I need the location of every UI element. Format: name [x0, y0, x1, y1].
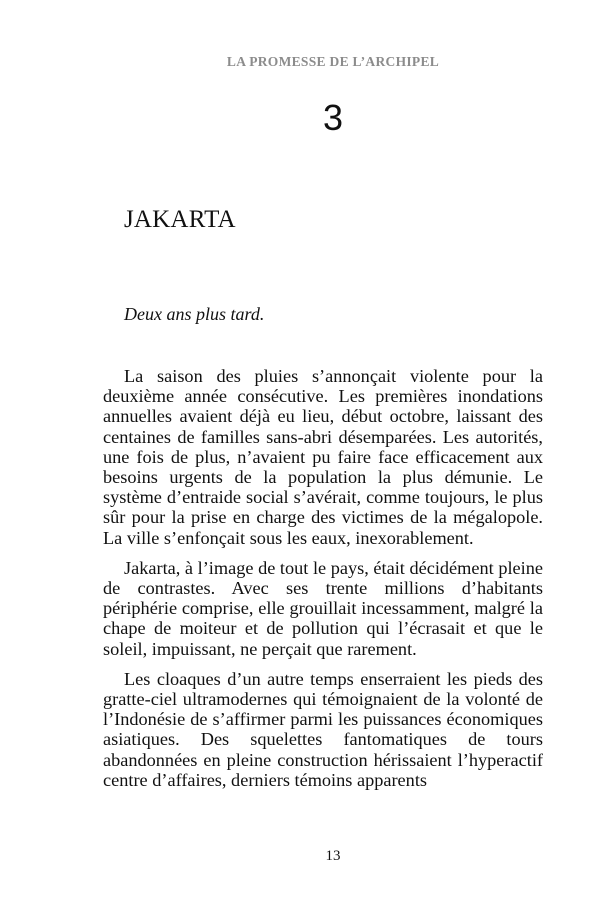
page-number: 13: [325, 848, 341, 864]
paragraph: La saison des pluies s’annonçait violente pour la deuxième année consécutive. Les premières inondations annuelles avaient déjà eu lieu, début octobre, laissant des centaines de familles sans-abri désemparées. Les autorités, une fois de plus, n’avaient pu faire face efficacement aux besoins urgents de la population la plus démunie. Le système d’entraide social s’avérait, comme toujours, le plus sûr pour la prise en charge des victimes de la mégalopole. La ville s’enfonçait sous les eaux, inexorablement.: [103, 366, 543, 548]
body-text: [103, 366, 543, 800]
chapter-number: 3: [322, 97, 344, 138]
running-header: LA PROMESSE DE L’ARCHIPEL: [226, 54, 440, 69]
chapter-title: JAKARTA: [124, 206, 236, 233]
chapter-epigraph: Deux ans plus tard.: [124, 304, 265, 324]
paragraph: Les cloaques d’un autre temps enserraient les pieds des gratte-ciel ultramodernes qui témoignaient de la volonté de l’Indonésie de s’affirmer parmi les puissances économiques asiatiques. Des squelettes fantomatiques de tours abandonnées en pleine construction hérissaient l’hyperactif centre d’affaires, derniers témoins apparents: [103, 668, 543, 790]
paragraph: Jakarta, à l’image de tout le pays, était décidément pleine de contrastes. Avec ses trente millions d’habitants périphérie comprise, elle grouillait incessamment, malgré la chape de moiteur et de pollution qui l’écrasait et que le soleil, impuissant, ne perçait que rarement.: [103, 557, 543, 659]
